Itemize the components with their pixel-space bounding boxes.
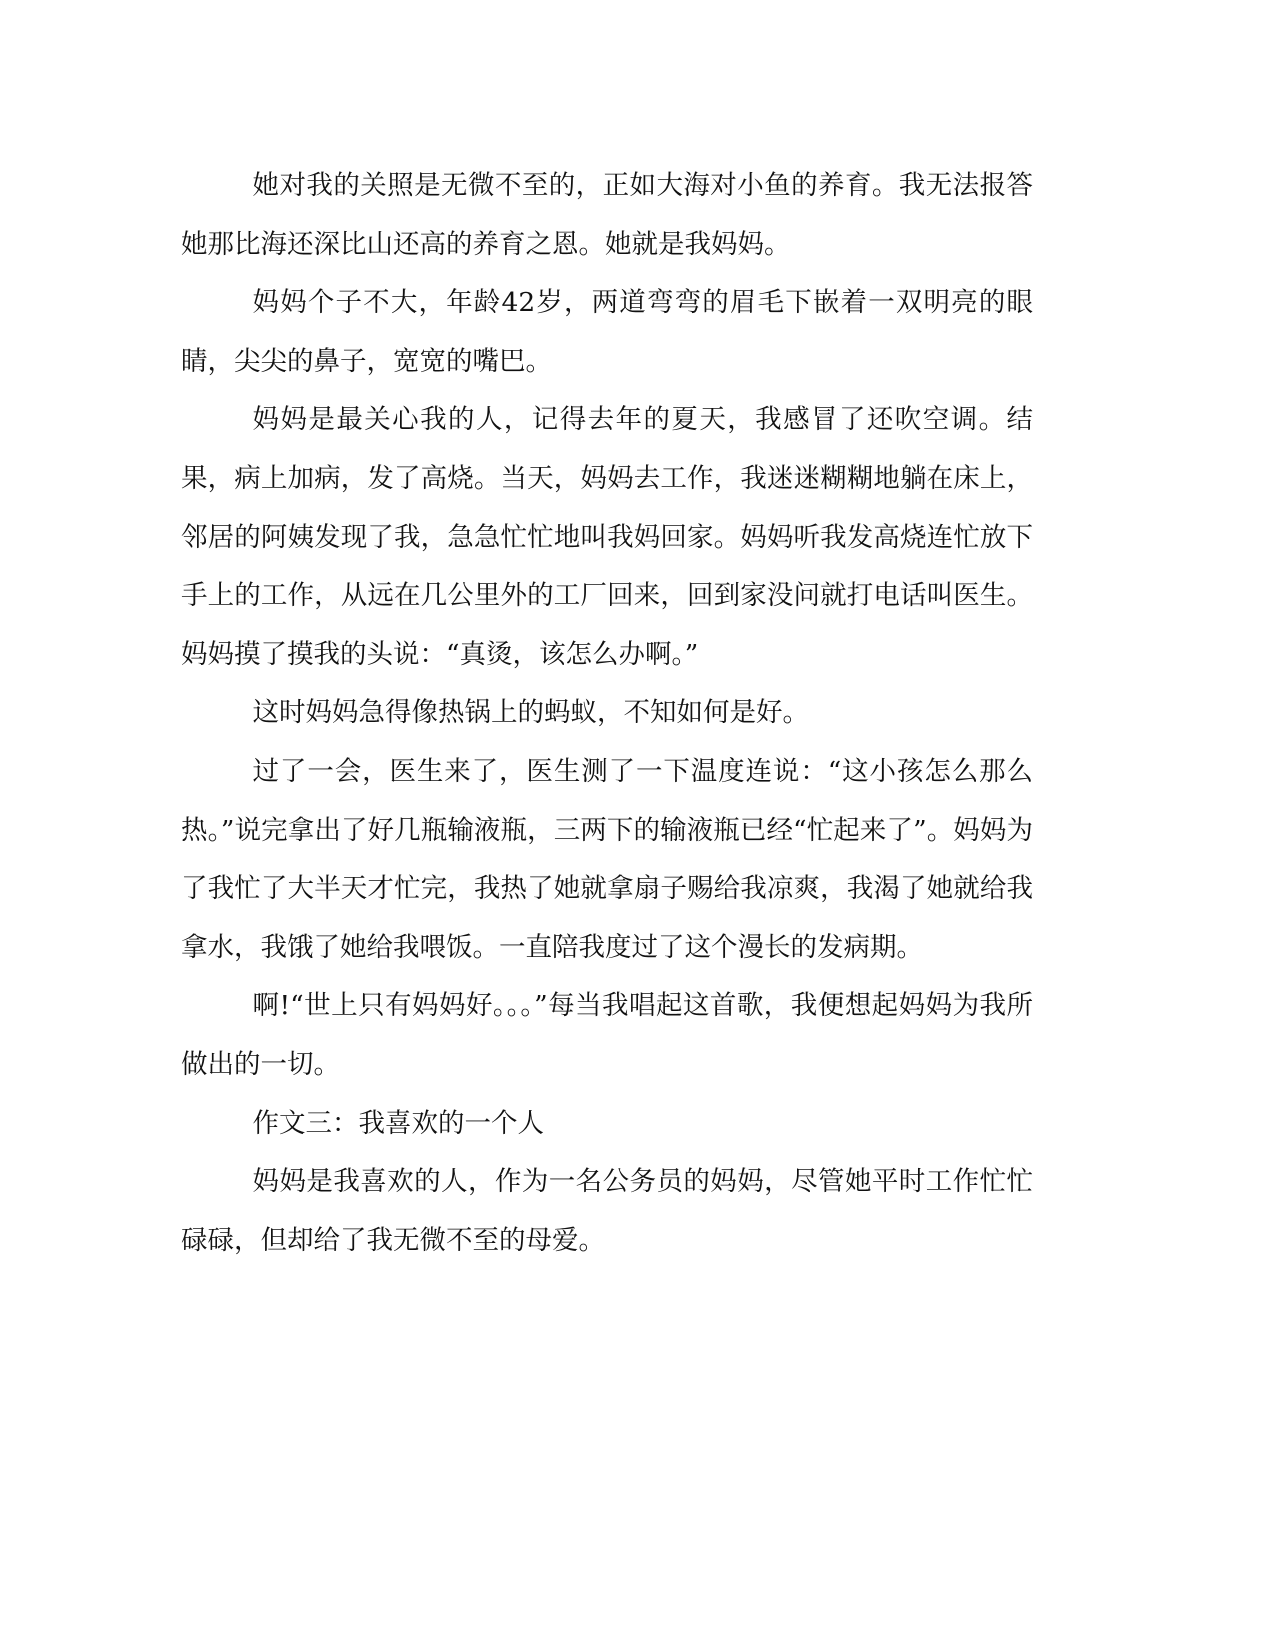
paragraph-fever-story: 妈妈是最关心我的人，记得去年的夏天，我感冒了还吹空调。结果，病上加病，发了高烧。当天，妈妈去工作，我迷迷糊糊地躺在床上，邻居的阿姨发现了我，急急忙忙地叫我妈回家。妈妈听我发高烧连忙放下手上的工作，从远在几公里外的工厂回来，回到家没问就打电话叫医生。妈妈摸了摸我的头说：“真烫，该怎么办啊。” (181, 404, 1033, 670)
paragraph-civil-servant: 妈妈是我喜欢的人，作为一名公务员的妈妈，尽管她平时工作忙忙碌碌，但却给了我无微不至的母爱。 (181, 1166, 1033, 1256)
paragraph-anxious: 这时妈妈急得像热锅上的蚂蚁，不知如何是好。 (252, 697, 810, 729)
essay-body (181, 157, 1033, 1270)
paragraph-song: 啊!“世上只有妈妈好。。。”每当我唱起这首歌，我便想起妈妈为我所做出的一切。 (181, 990, 1033, 1080)
paragraph-care: 她对我的关照是无微不至的，正如大海对小鱼的养育。我无法报答她那比海还深比山还高的养育之恩。她就是我妈妈。 (181, 170, 1033, 260)
paragraph-doctor: 过了一会，医生来了，医生测了一下温度连说：“这小孩怎么那么热。”说完拿出了好几瓶输液瓶，三两下的输液瓶已经“忙起来了”。妈妈为了我忙了大半天才忙完，我热了她就拿扇子赐给我凉爽，我渴了她就给我拿水，我饿了她给我喂饭。一直陪我度过了这个漫长的发病期。 (181, 755, 1033, 963)
paragraph-appearance: 妈妈个子不大，年龄42岁，两道弯弯的眉毛下嵌着一双明亮的眼睛，尖尖的鼻子，宽宽的嘴巴。 (181, 287, 1033, 377)
essay-heading: 作文三：我喜欢的一个人 (252, 1107, 545, 1139)
